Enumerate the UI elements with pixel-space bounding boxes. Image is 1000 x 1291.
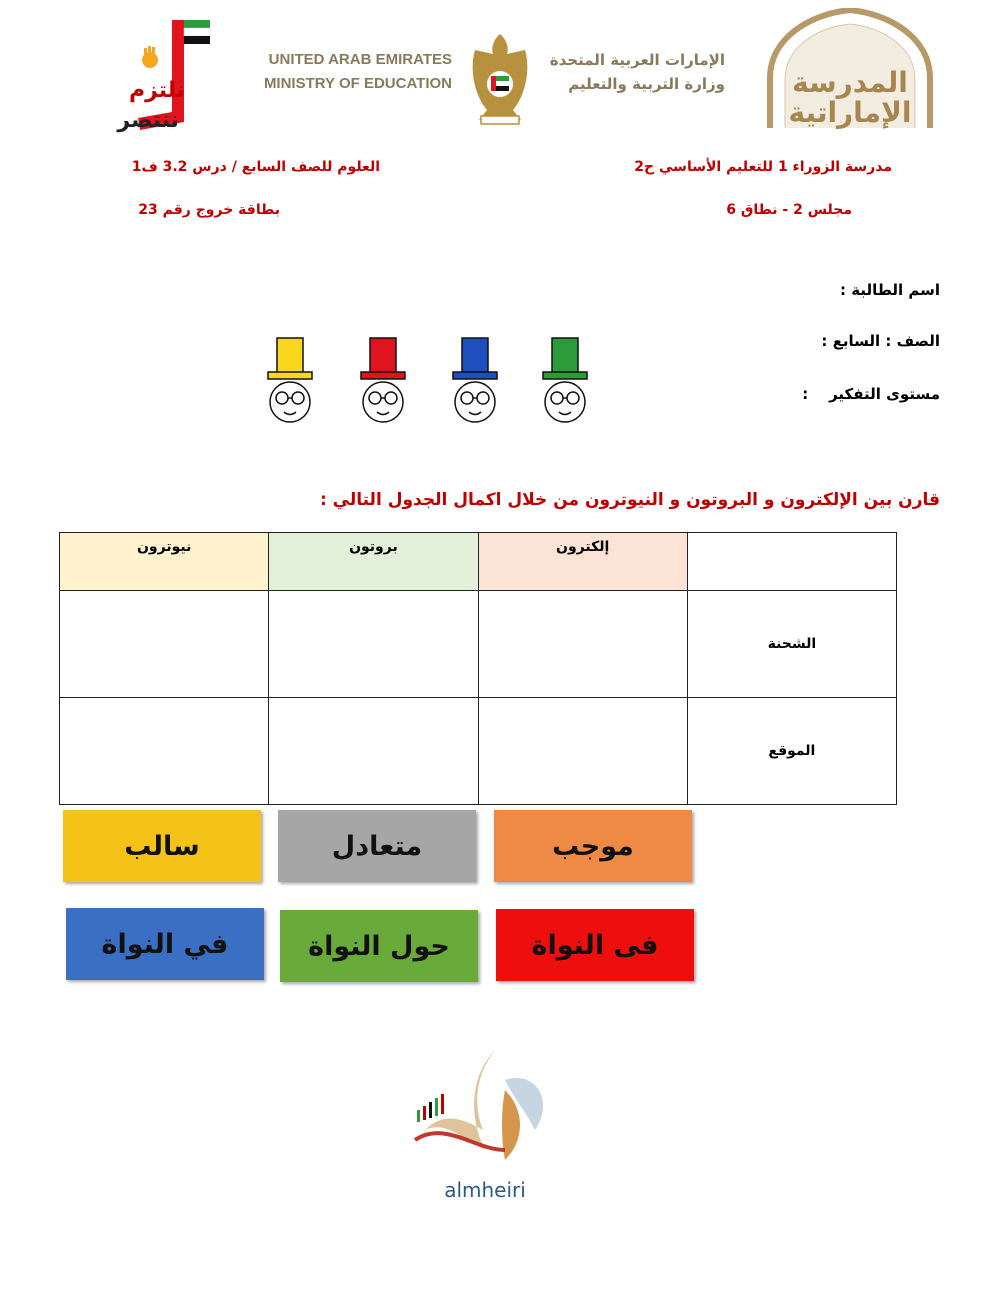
- chip-negative[interactable]: سالب: [63, 810, 261, 882]
- drop-cell-proton-charge[interactable]: [269, 591, 478, 698]
- green-hat-icon: [543, 338, 587, 422]
- slogan-logo: [80, 12, 215, 140]
- drop-cell-neutron-charge[interactable]: [60, 591, 269, 698]
- uae-emblem: [465, 30, 535, 130]
- chip-in-nucleus-red[interactable]: فى النواة: [496, 909, 694, 981]
- red-hat-icon: [361, 338, 405, 422]
- header-empty: [687, 533, 896, 591]
- ministry-arabic: [545, 48, 725, 96]
- yellow-hat-icon: [268, 338, 312, 422]
- exit-card-number: بطاقة خروج رقم 23: [138, 202, 280, 218]
- question-text: قارن بين الإلكترون و البروتون و النيوترون من خلال اكمال الجدول التالي :: [319, 490, 940, 510]
- header-neutron: نيوترون: [60, 533, 269, 591]
- row-label-location: الموقع: [687, 698, 896, 805]
- header-proton: بروتون: [269, 533, 478, 591]
- chip-around-nucleus[interactable]: حول النواة: [280, 910, 478, 982]
- drop-cell-electron-location[interactable]: [478, 698, 687, 805]
- thinking-hats: [265, 330, 600, 430]
- council-range: مجلس 2 - نطاق 6: [726, 202, 852, 218]
- thinking-hats-svg: [265, 330, 600, 430]
- ministry-english-line1: UNITED ARAB EMIRATES: [268, 51, 452, 68]
- almheiri-logo: [405, 1030, 565, 1210]
- blue-hat-icon: [453, 338, 497, 422]
- chip-positive[interactable]: موجب: [494, 810, 692, 882]
- emirati-school-logo: [765, 8, 935, 133]
- drop-cell-electron-charge[interactable]: [478, 591, 687, 698]
- almheiri-mark-icon: [405, 1030, 565, 1180]
- slogan-line1: نلتزم: [128, 78, 185, 103]
- table-row: [60, 698, 897, 805]
- school-logo-line2: الإماراتية: [788, 96, 912, 129]
- school-logo-line1: المدرسة: [792, 66, 908, 99]
- ministry-english-line2: MINISTRY OF EDUCATION: [263, 75, 452, 92]
- school-name: مدرسة الزوراء 1 للتعليم الأساسي ح2: [634, 159, 892, 175]
- table-header-row: [60, 533, 897, 591]
- slogan-line2: ننتصر: [117, 108, 179, 133]
- drop-cell-proton-location[interactable]: [269, 698, 478, 805]
- subject-lesson: العلوم للصف السابع / درس 3.2 ف1: [131, 159, 380, 175]
- table-row: [60, 591, 897, 698]
- chip-in-nucleus-blue[interactable]: في النواة: [66, 908, 264, 980]
- thinking-level-label: مستوى التفكير :: [802, 385, 940, 403]
- chip-neutral[interactable]: متعادل: [278, 810, 476, 882]
- drop-cell-neutron-location[interactable]: [60, 698, 269, 805]
- row-label-charge: الشحنة: [687, 591, 896, 698]
- header-electron: إلكترون: [478, 533, 687, 591]
- falcon-emblem-icon: [465, 30, 535, 130]
- grade-label: الصف : السابع :: [821, 332, 940, 350]
- student-name-label: اسم الطالبة :: [840, 281, 940, 299]
- ministry-arabic-line2: وزارة التربية والتعليم: [568, 75, 725, 93]
- ministry-english: [262, 48, 452, 96]
- almheiri-brand: almheiri: [444, 1178, 526, 1202]
- comparison-table: [59, 532, 897, 805]
- ministry-arabic-line1: الإمارات العربية المتحدة: [549, 51, 725, 69]
